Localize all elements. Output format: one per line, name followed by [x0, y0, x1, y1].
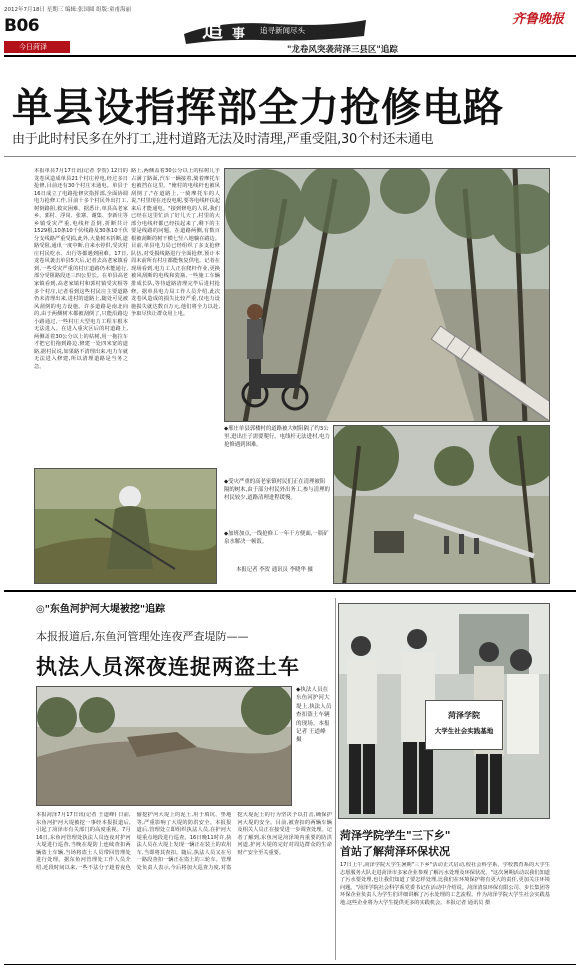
series-title: "龙卷风突袭菏泽三县区"追踪	[287, 45, 398, 55]
story1-subhead: 由于此时村民多在外打工,进村道路无法及时清理,严重受阻,30个村还未通电	[12, 132, 434, 147]
page-bottom-rule	[4, 964, 576, 965]
photo3-caption: ◆加班加点,一线抢修工一年干方便面,一瓶矿泉水解决一顿饭。	[224, 531, 329, 546]
story3-headline-line2: 首站了解菏泽环保状况	[340, 845, 450, 858]
story3-body: 17日上午,菏泽学院大学生暑期"三下乡"活动正式启动,校社会科学系、学校教育系的大学生志愿服务大队走进菏泽市多家企业参观了解污水处理及环保状况。"这次暑期活动以我们知道了污水要处理,也让我们知道了要怎样处理,比我们在环境保护将有更大的责任,更加关注环境问题。"菏泽学院社会科学系党委书记在活动中介绍说。菏泽清泉环保有限公司、步长集团等环保企业负责人为学生们详细讲解了污水处理的工艺流程。作为菏泽学院大学生社会实践基地,这些企业将为大学生提供更多的实践机会。本报记者 通讯员 摄	[340, 862, 550, 906]
story1-col1: 本报单县7月17日讯(记者 李贺) 12日的龙卷风造成单县21个村庄停电,经过多日抢修,目前还有30个村庄未通电。单县于16日成立了电路抢修灾指挥部,全面协调电力抢修工作,目前十多个村民外出打工,树倒路阻,救灾困难。据悉计,单县高老家乡、郭村、浮岗、张寨、谢集、李新庄等乡镇受灾严重,电线杆歪倒,折断共计1529根,10条10千伏线路及30条10千伏分支线路严重受损,此外,大量树木折断,道路受阻,通讯一度中断,自来水停供,受灾村庄村民吃水、出行等都遇到困难。17日,龙卷风袭击单县5天后,记者去高老家镇看到,一些受灾严重的村庄道路仍未能通行,部分受阻路段还三四公里长。在单县高老家镇看到,高老家镇村和郭村镇受灾相等多个村庄,记者看到这些村民庄主要道路仍未清理出来,进村的道路上,随处可见被风刮倒的电力设施。许多道路是南北向的,由于两侧树木都被刮倒了,只能沿路边小路通过,一些村庄大型电力工程车根本无法进入。在进入重灾区后的村道路上,两侧盖着30公分以上的枯树,用一拖拉车才把它们拖到路边,修建一处四米宽的道路,据村民说,如果路不清理出来,电力车就无法进入修建,所以清理道路是当务之急。	[34, 168, 128, 370]
fallen-trees-illustration	[334, 426, 550, 584]
photo-credit: 本报记者 李贺 通讯员 李晓华 摄	[236, 567, 313, 573]
series-shi: 事	[232, 27, 246, 42]
story-divider-vertical	[335, 598, 336, 960]
series-zhui: 追	[202, 17, 223, 42]
series-tag: 追寻新闻尽头	[260, 26, 305, 35]
photo-motorcycle-road	[224, 168, 550, 422]
sign-line1: 菏泽学院	[448, 710, 480, 720]
dike-illustration	[37, 687, 292, 806]
story2-kicker: ◎"东鱼河护河大堤被挖"追踪	[36, 604, 166, 615]
story3-headline-line1: 菏泽学院学生"三下乡"	[340, 829, 451, 842]
photo-worker-helmet	[34, 468, 217, 584]
page-code: B06	[4, 16, 40, 36]
road-trees-illustration	[225, 169, 550, 422]
worker-illustration	[35, 469, 217, 584]
story2-body: 本报菏泽7月17日讯(记者 王道峰) 日前,东鱼河护河大堤被挖一事经本报报道后,引起了菏泽市有关部门的高度重视。7月16日,东鱼河管理处执法人员连夜对护河大堤进行巡查,当晚在堤防上连续查扣两辆盗土车辆,当场将盗土人员带回管理处进行处理。据东鱼河管理处工作人员介绍,近段时间以来,一些不法分子趁着夜色偷挖护河大堤上的泥土,用于填坑、垫地等,严重影响了大堤的防洪安全。本报报道后,管理处立即组织执法人员,在护河大堤重点地段进行巡查。16日晚11时许,执法人员在大堤上发现一辆正在装土的农用车,当即将其查扣。随后,执法人员又在另一路段查扣一辆正在盗土的三轮车。管理处负责人表示,今后将加大巡查力度,对盗挖大堤泥土的行为坚决予以打击,确保护河大堤的安全。目前,被查扣的两辆车辆及相关人员正在接受进一步调查处理。记者了解到,东鱼河是菏泽境内重要的防洪河道,护河大堤的完好对周边群众的生命财产安全至关重要。	[36, 812, 332, 871]
story2-subhead: 本报报道后,东鱼河管理处连夜严查堤防——	[36, 630, 249, 643]
sign-line2: 大学生社会实践基地	[434, 727, 494, 735]
story1-rule	[4, 156, 576, 157]
date-line: 2012年7月18日 星期三 编辑:张国圆 组版:童甫海丽	[4, 7, 131, 13]
practice-base-sign	[425, 700, 503, 750]
story1-col2: 路上,两侧盖着30公分以上的枯树几乎占满了路面,汽车一辆接着,骑着摩托车也被挡在这里。"俺村的电线杆也被风刮倒了,"在道路上,一骑摩托车的人说,"村里现在还没电呢,要等电线杆扶起来后才能通电。"接到修电的人说,我们已经在这里忙活了好几天了,村里的大部分电线杆都已经扶起来了,剩下的主要是线路的问题。在道路两侧,有数百根被刮断的树干横七竖八地躺在路边。目前,单县电力局已经组织了多支抢修队伍,对受损线路进行全面抢修,预计本周末前所有村庄都能恢复供电。记者在现场看到,电力工人正在爬杆作业,更换被风刮断的电线和瓷瓶,一些施工车辆排成长队,等待道路清理完毕后进村抢修。据单县电力局工作人员介绍,此次龙卷风造成的损失比较严重,仅电力设施损失就达数百万元,他们将全力以赴,争取尽快让群众用上电。	[131, 168, 220, 318]
story1-bottom-rule	[4, 590, 576, 592]
photo-fallen-trees	[333, 425, 550, 584]
story1-headline: 单县设指挥部全力抢修电路	[12, 85, 504, 131]
photo1-caption: ◆邢庄单县郭楼村的道路被大树阻隔了约3公里,进出庄子需要爬行。电线杆无法进村,电力抢修遇到困难。	[224, 426, 330, 449]
photo2-caption: ◆受灾严重的高老家镇村民们正在清理被阻隔的树木,由于部分村民外出务工,参与清理的村民较少,道路清理进程缓慢。	[224, 479, 330, 502]
story2-headline: 执法人员深夜连捉两盗土车	[36, 655, 300, 679]
photo-dike-truck	[36, 686, 292, 806]
photo-students-sign	[338, 603, 550, 819]
brand-logo: 齐鲁晚报	[512, 12, 565, 27]
section-label: 今日菏泽	[4, 41, 70, 53]
story2-side-caption: ◆执法人员在东鱼河护河大堤上,执法人员查扣盗土车辆的现场。本报记者 王道峰 摄	[296, 687, 332, 744]
header-rule	[4, 55, 576, 57]
